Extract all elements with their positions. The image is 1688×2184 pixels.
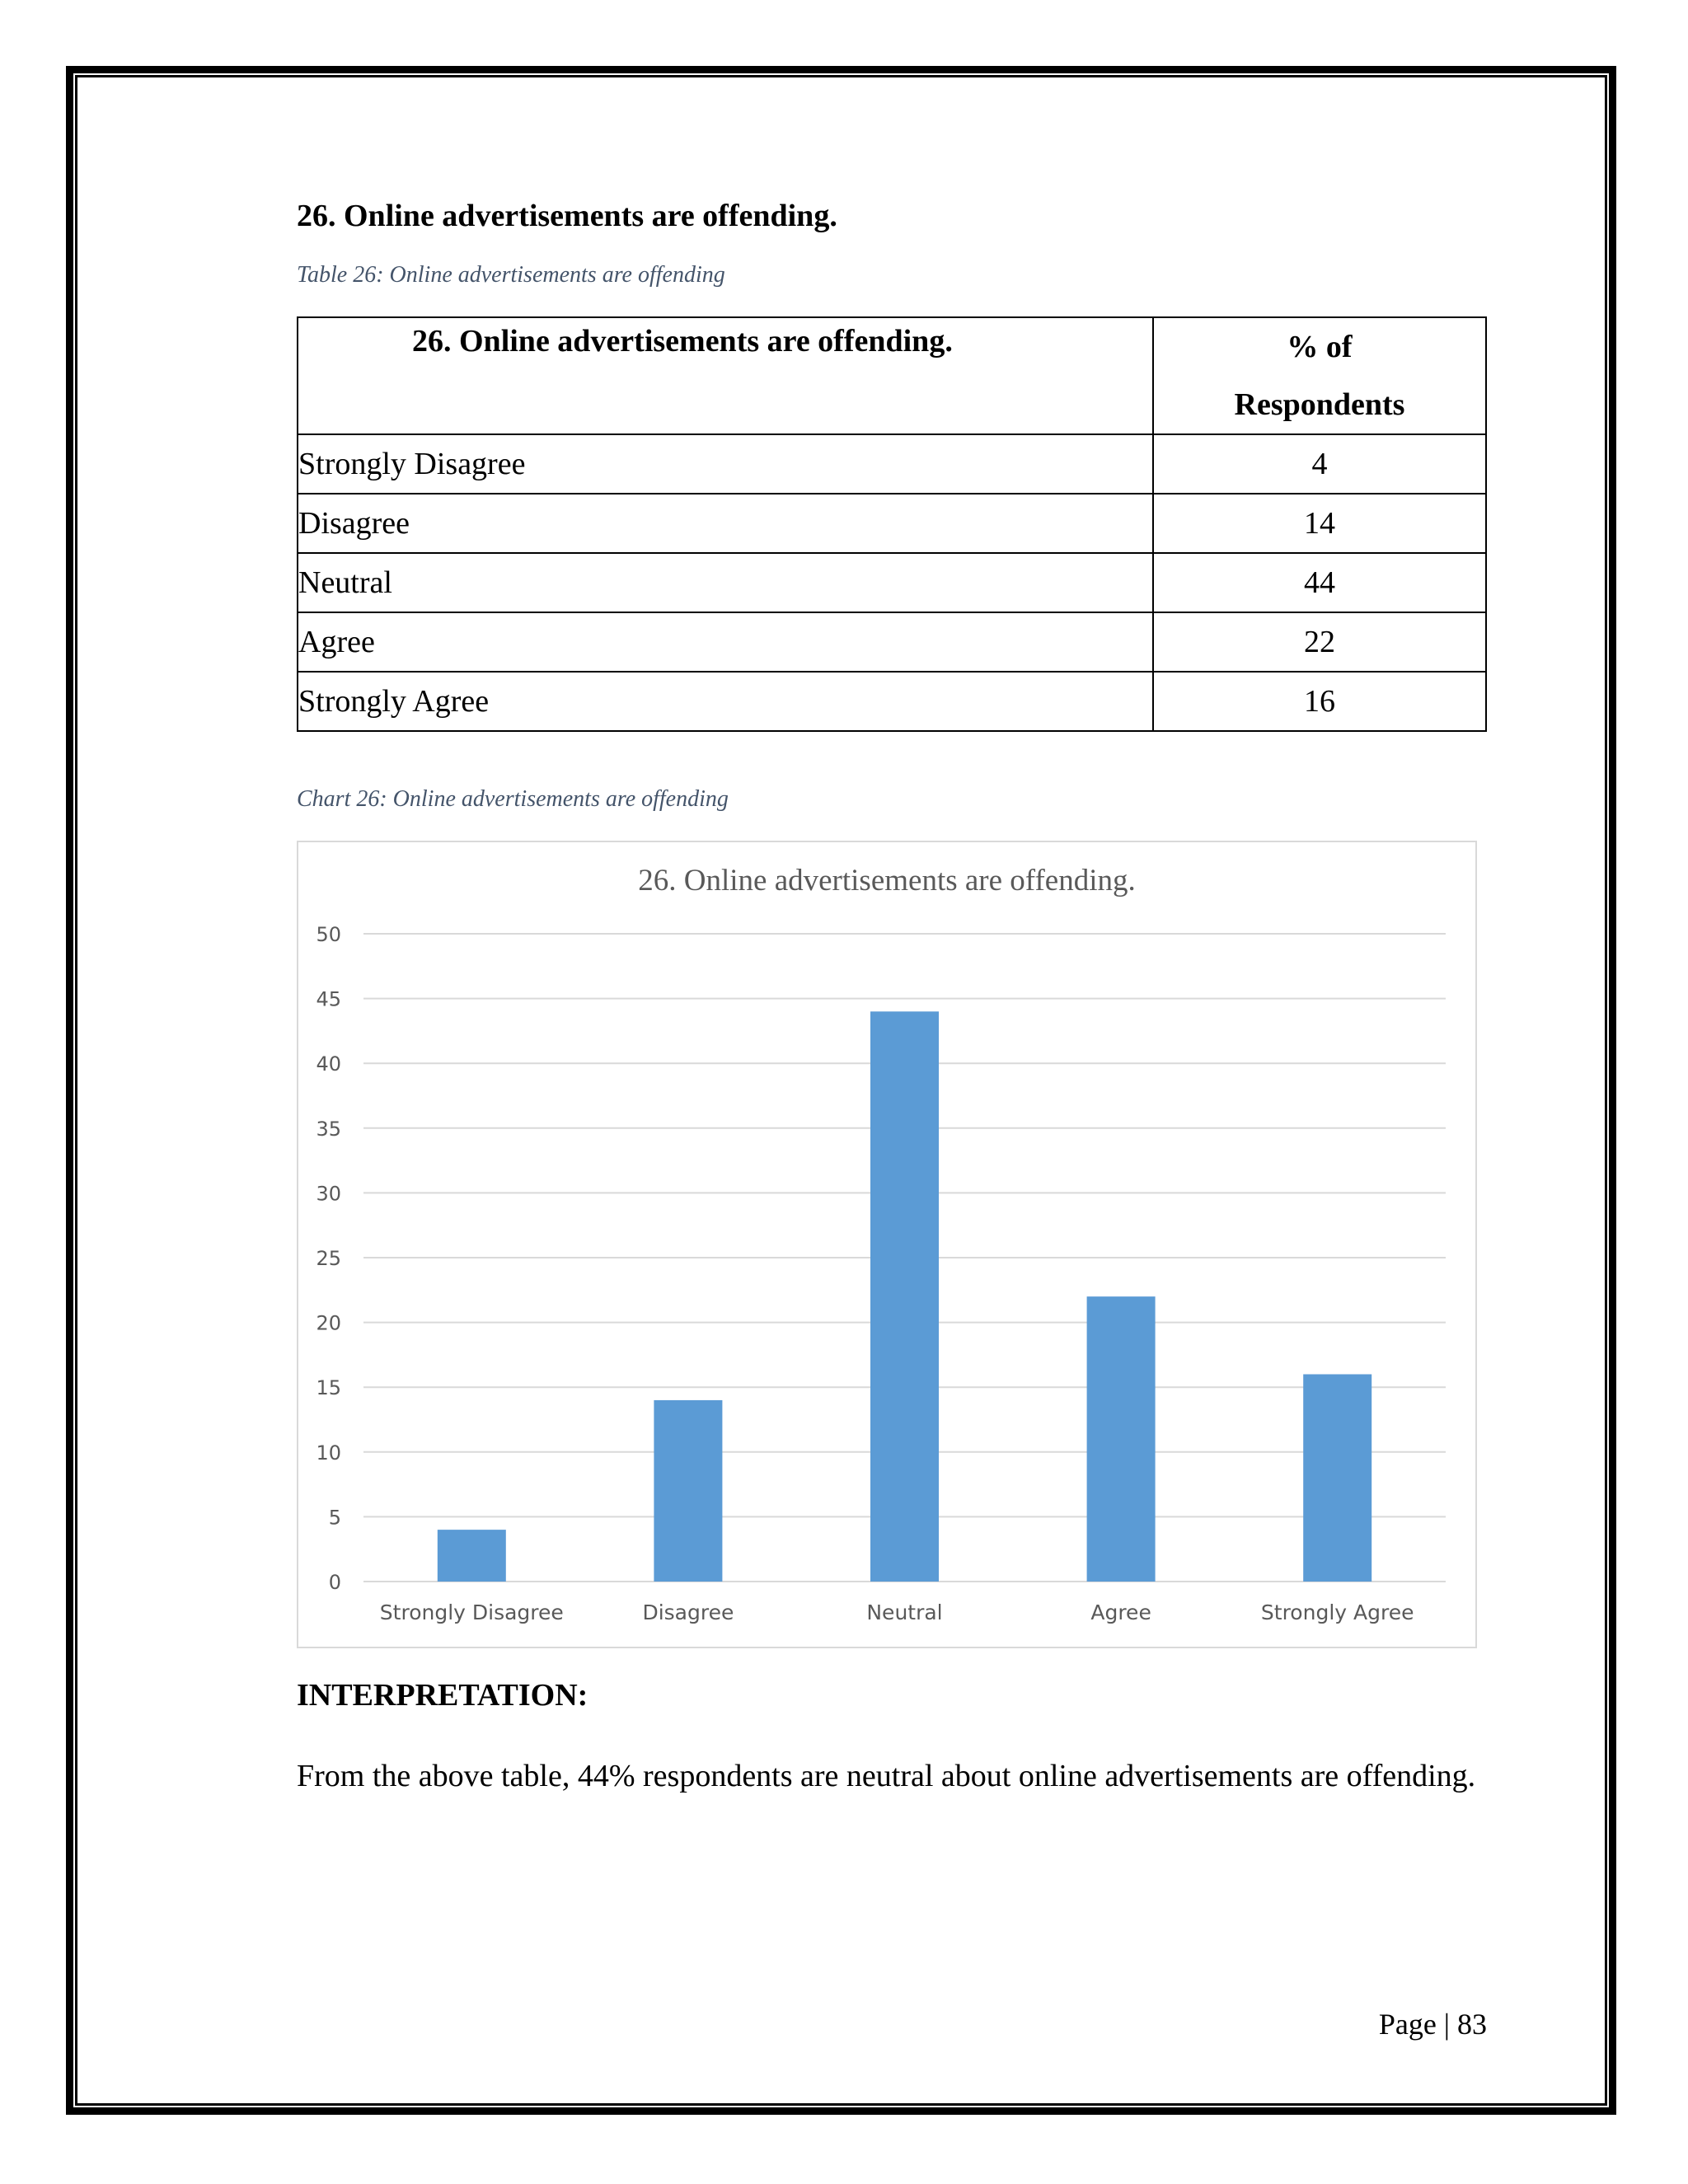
chart-y-tick-label: 5 bbox=[328, 1506, 341, 1530]
chart-y-tick-label: 10 bbox=[316, 1441, 341, 1465]
table-row-label: Strongly Agree bbox=[298, 672, 1153, 731]
chart-caption: Chart 26: Online advertisements are offending bbox=[297, 786, 729, 812]
chart-bar bbox=[654, 1400, 722, 1582]
table-header-row bbox=[298, 317, 1486, 434]
table-row bbox=[298, 494, 1486, 553]
table-row bbox=[298, 672, 1486, 731]
table-header-percent-line2: Respondents bbox=[1234, 387, 1405, 422]
chart-y-tick-label: 25 bbox=[316, 1247, 341, 1270]
chart-x-ticks bbox=[380, 1601, 1414, 1624]
table-header-percent-line1: % of bbox=[1287, 330, 1353, 364]
page-number: Page | 83 bbox=[1378, 2008, 1487, 2041]
chart-y-tick-label: 40 bbox=[316, 1052, 341, 1076]
table-row bbox=[298, 553, 1486, 612]
table-header-percent bbox=[1153, 317, 1486, 434]
table-row bbox=[298, 612, 1486, 672]
bar-chart-container bbox=[297, 841, 1477, 1648]
interpretation-title: INTERPRETATION: bbox=[297, 1678, 588, 1713]
chart-x-tick-label: Strongly Disagree bbox=[379, 1601, 564, 1624]
table-row-label: Disagree bbox=[298, 494, 1153, 553]
chart-bar bbox=[1303, 1374, 1372, 1582]
table-row-value: 16 bbox=[1153, 672, 1486, 731]
chart-y-tick-label: 45 bbox=[316, 987, 341, 1011]
chart-y-tick-label: 30 bbox=[316, 1182, 341, 1206]
bar-chart bbox=[298, 842, 1475, 1647]
chart-bar bbox=[870, 1011, 939, 1582]
table-row-value: 44 bbox=[1153, 553, 1486, 612]
chart-y-tick-label: 0 bbox=[328, 1571, 341, 1594]
chart-x-tick-label: Agree bbox=[1090, 1601, 1151, 1624]
chart-x-tick-label: Strongly Agree bbox=[1260, 1601, 1414, 1624]
chart-x-tick-label: Disagree bbox=[642, 1601, 734, 1624]
table-row-label: Agree bbox=[298, 612, 1153, 672]
table-row-label: Strongly Disagree bbox=[298, 434, 1153, 494]
section-heading: 26. Online advertisements are offending. bbox=[297, 199, 837, 233]
chart-y-tick-label: 20 bbox=[316, 1311, 341, 1335]
chart-y-tick-label: 35 bbox=[316, 1117, 341, 1141]
table-row bbox=[298, 434, 1486, 494]
table-header-question bbox=[298, 317, 1153, 434]
chart-y-ticks bbox=[316, 923, 341, 1594]
chart-bar bbox=[1087, 1296, 1156, 1582]
interpretation-text: From the above table, 44% respondents are neutral about online advertisements are offending. bbox=[297, 1759, 1476, 1793]
table-header-question-text: 26. Online advertisements are offending. bbox=[412, 324, 953, 359]
chart-bar bbox=[438, 1530, 506, 1582]
chart-y-tick-label: 15 bbox=[316, 1376, 341, 1400]
responses-table bbox=[297, 316, 1487, 732]
table-row-value: 4 bbox=[1153, 434, 1486, 494]
table-caption: Table 26: Online advertisements are offending bbox=[297, 262, 725, 288]
chart-y-tick-label: 50 bbox=[316, 923, 341, 946]
table-row-value: 22 bbox=[1153, 612, 1486, 672]
chart-title: 26. Online advertisements are offending. bbox=[638, 864, 1136, 898]
table-row-label: Neutral bbox=[298, 553, 1153, 612]
table-row-value: 14 bbox=[1153, 494, 1486, 553]
chart-x-tick-label: Neutral bbox=[866, 1601, 943, 1624]
chart-bars bbox=[438, 1011, 1372, 1582]
